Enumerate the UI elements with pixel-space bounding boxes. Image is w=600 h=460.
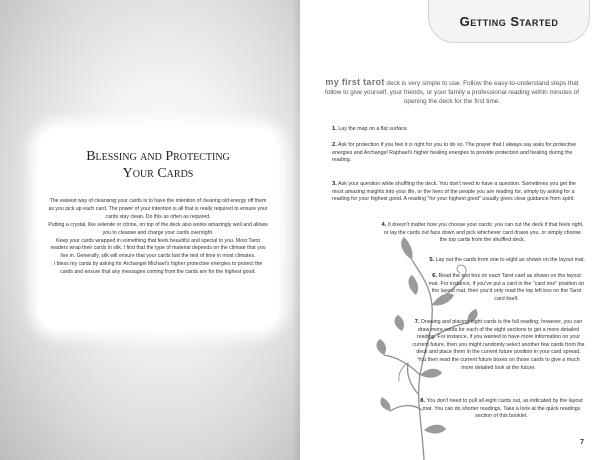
step-item (332, 126, 585, 134)
blessing-body (47, 198, 269, 277)
step-number: 8. (420, 398, 426, 404)
step-number: 7. (414, 319, 420, 325)
blessing-title-line-1: Blessing and Protecting (86, 149, 230, 164)
step-number: 4. (381, 222, 387, 228)
blessing-paragraph: The easiest way of cleansing your cards is to have the intention of clearing old energy off them as you pick up each card. The power of your intention is all that is really required to ensure your cards stay clean. Do this as often as required. (48, 198, 268, 220)
step-item (412, 319, 585, 372)
blessing-title-line-2: Your Cards (122, 166, 194, 181)
page-title: Getting Started (459, 14, 559, 29)
blessing-paragraph: I bless my cards by asking for Archangel Michael's higher protective energies to protect the cards and ensure that any messages coming from the cards are for the highest good. (53, 261, 263, 276)
blessing-paragraph: Keep your cards wrapped in something that feels beautiful and special to you. Most Tarot readers wrap their cards in silk. I find that the type of material depends on the climate that you live in. Generally, silk will ensure that your cards last the test of time in most climates. (50, 237, 266, 260)
step-number: 5. (429, 257, 435, 263)
step-item (428, 273, 585, 303)
blessing-paragraph: Putting a crystal, like selenite or citrine, on top of the deck also works amazingly well and allows you to cleanse and charge your cards overnight. (48, 221, 268, 236)
step-text: Read the text box on each Tarot card as shown on the layout mat. For instance, if you've put a card in the "card one" position on the layout mat, then you'd only read the top left box on the Tarot card itself. (428, 273, 585, 302)
step-text: You don't need to pull all eight cards out, as indicated by the layout mat. You can do shorter readings. Take a look at the quick readings section of this booklet. (422, 398, 583, 420)
step-number: 6. (432, 273, 437, 279)
blessing-title (37, 148, 279, 182)
step-item (332, 142, 585, 165)
step-number: 3. (332, 181, 337, 187)
step-text: Drawing and placing eight cards is the full reading; however, you can draw more cards for each of the eight sections to get a more detailed reading. For instance, if you wanted to have more information on your current future, then you might randomly select another few cards from the deck and place them in the current future position in your card spread. You then read the current future boxes on those cards to give a much more detailed look at the future. (412, 319, 585, 371)
blessing-panel (37, 128, 279, 330)
intro-text: deck is very simple to use. Follow the easy-to-understand steps that follow to give yourself, your friends, or your family a professional reading within minutes of opening the deck for the first time. (325, 80, 579, 106)
step-number: 2. (332, 142, 337, 148)
step-text: Lay the map on a flat surface. (338, 126, 409, 132)
step-text: Ask for protection if you feel it is right for you to do so. The prayer that I always say asks for protective energies and Archangel Raphael's higher healing energies to provide protection and healing during the reading. (332, 142, 577, 164)
step-text: Ask your question while shuffling the deck. You don't need to have a question. Sometimes you get the most amazing insights into your life, or the lives of the people you are reading for, simply by asking for a reading for your highest good. A reading "for your highest good" usually gives clear guidance from spirit. (332, 181, 576, 203)
right-page (300, 0, 600, 460)
step-text: Lay out the cards from one to eight as shown on the layout mat. (435, 257, 585, 263)
page-number: 7 (580, 439, 584, 446)
intro-paragraph (322, 78, 582, 107)
step-item (392, 257, 585, 265)
header-tab (428, 0, 590, 43)
step-item (418, 398, 585, 421)
brand-name: my first tarot (325, 77, 385, 87)
step-item (332, 181, 585, 204)
step-item (380, 222, 585, 245)
step-number: 1. (332, 126, 337, 132)
step-text: It doesn't matter how you choose your cards: you can cut the deck if that feels right, or lay the cards out face down and pick whichever card draws you, or simply choose the top cards from the shuffled deck. (383, 222, 584, 244)
